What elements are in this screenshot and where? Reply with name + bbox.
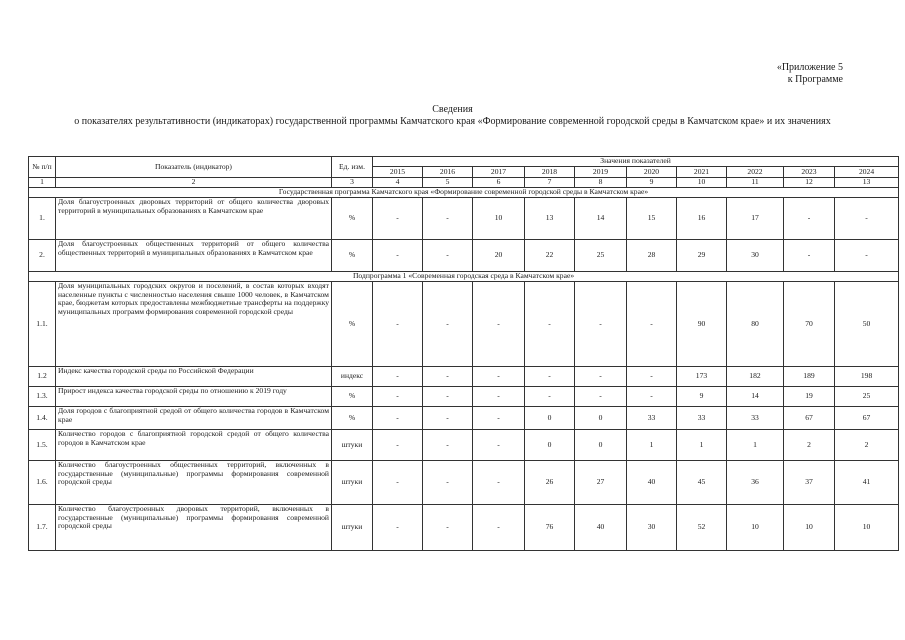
table-row (29, 407, 899, 430)
value-cell: - (525, 282, 575, 367)
appendix-line-2: к Программе (787, 74, 843, 85)
column-number: 3 (332, 178, 373, 188)
row-number: 1.4. (29, 407, 56, 430)
row-number: 1. (29, 198, 56, 240)
row-number: 1.6. (29, 461, 56, 505)
unit-cell: индекс (332, 367, 373, 387)
value-cell: 1 (627, 430, 677, 461)
value-cell: - (473, 505, 525, 551)
value-cell: - (473, 407, 525, 430)
indicator-name: Доля благоустроенных общественных территорий от общего количества общественных территорий в муниципальных образованиях в Камчатском крае (56, 240, 332, 272)
value-cell: - (373, 240, 423, 272)
section-title: Подпрограмма 1 «Современная городская среда в Камчатском крае» (29, 272, 899, 282)
header-year: 2023 (784, 167, 835, 178)
value-cell: 52 (677, 505, 727, 551)
value-cell: 80 (727, 282, 784, 367)
table-row (29, 240, 899, 272)
value-cell: 41 (835, 461, 899, 505)
header-year: 2018 (525, 167, 575, 178)
value-cell: 22 (525, 240, 575, 272)
table-row (29, 387, 899, 407)
value-cell: - (473, 430, 525, 461)
value-cell: - (423, 407, 473, 430)
value-cell: 67 (784, 407, 835, 430)
appendix-line-1: «Приложение 5 (776, 62, 843, 73)
value-cell: - (373, 407, 423, 430)
column-number: 5 (423, 178, 473, 188)
value-cell: - (373, 430, 423, 461)
value-cell: 28 (627, 240, 677, 272)
value-cell: 67 (835, 407, 899, 430)
value-cell: 2 (835, 430, 899, 461)
value-cell: 10 (835, 505, 899, 551)
value-cell: 20 (473, 240, 525, 272)
column-number: 8 (575, 178, 627, 188)
row-number: 1.2 (29, 367, 56, 387)
header-year: 2024 (835, 167, 899, 178)
value-cell: 10 (784, 505, 835, 551)
value-cell: - (423, 240, 473, 272)
unit-cell: % (332, 407, 373, 430)
value-cell: - (373, 198, 423, 240)
value-cell: 27 (575, 461, 627, 505)
value-cell: - (835, 240, 899, 272)
column-number: 9 (627, 178, 677, 188)
value-cell: 19 (784, 387, 835, 407)
section-row (29, 272, 899, 282)
value-cell: - (473, 461, 525, 505)
table-row (29, 198, 899, 240)
unit-cell: штуки (332, 505, 373, 551)
value-cell: - (575, 387, 627, 407)
value-cell: - (423, 282, 473, 367)
value-cell: 90 (677, 282, 727, 367)
value-cell: - (784, 198, 835, 240)
value-cell: 36 (727, 461, 784, 505)
row-number: 1.3. (29, 387, 56, 407)
value-cell: 17 (727, 198, 784, 240)
indicator-name: Количество благоустроенных общественных территорий, включенных в государственные (муниципальные) программы формирования современной городской среды (56, 461, 332, 505)
row-number: 1.5. (29, 430, 56, 461)
value-cell: - (473, 387, 525, 407)
value-cell: - (627, 282, 677, 367)
table-row (29, 430, 899, 461)
value-cell: - (423, 461, 473, 505)
unit-cell: % (332, 282, 373, 367)
indicator-name: Количество благоустроенных дворовых территорий, включенных в государственные (муниципальные) программы формирования современной городской среды (56, 505, 332, 551)
value-cell: - (627, 367, 677, 387)
indicator-name: Доля муниципальных городских округов и поселений, в состав которых входят населенные пункты с численностью населения свыше 1000 человек, в Камчатском крае, бюджетам которых предоставлены межбюджетные трансферты на поддержку муниципальных программ формирования современной городской среды (56, 282, 332, 367)
value-cell: - (423, 430, 473, 461)
value-cell: 45 (677, 461, 727, 505)
unit-cell: штуки (332, 461, 373, 505)
value-cell: 0 (525, 407, 575, 430)
document-title (40, 104, 865, 127)
value-cell: 30 (727, 240, 784, 272)
value-cell: 1 (727, 430, 784, 461)
value-cell: 2 (784, 430, 835, 461)
header-year: 2021 (677, 167, 727, 178)
value-cell: 26 (525, 461, 575, 505)
value-cell: 40 (627, 461, 677, 505)
value-cell: 70 (784, 282, 835, 367)
column-numbers-row (29, 178, 899, 188)
value-cell: 0 (575, 407, 627, 430)
value-cell: 25 (575, 240, 627, 272)
header-year: 2019 (575, 167, 627, 178)
column-number: 10 (677, 178, 727, 188)
value-cell: 10 (473, 198, 525, 240)
column-number: 7 (525, 178, 575, 188)
value-cell: 50 (835, 282, 899, 367)
value-cell: 33 (677, 407, 727, 430)
table-row (29, 461, 899, 505)
value-cell: 13 (525, 198, 575, 240)
row-number: 2. (29, 240, 56, 272)
value-cell: 0 (525, 430, 575, 461)
header-year: 2020 (627, 167, 677, 178)
value-cell: 37 (784, 461, 835, 505)
column-number: 13 (835, 178, 899, 188)
title-line-2: о показателях результативности (индикаторах) государственной программы Камчатского края «Формирование современной городской среды в Камчатском крае» и их значениях (74, 115, 831, 127)
indicator-name: Доля городов с благоприятной средой от общего количества городов в Камчатском крае (56, 407, 332, 430)
header-num: № п/п (29, 157, 56, 178)
value-cell: 198 (835, 367, 899, 387)
unit-cell: % (332, 240, 373, 272)
value-cell: - (473, 282, 525, 367)
unit-cell: % (332, 198, 373, 240)
value-cell: 14 (575, 198, 627, 240)
value-cell: 33 (727, 407, 784, 430)
section-row (29, 188, 899, 198)
value-cell: 189 (784, 367, 835, 387)
value-cell: - (835, 198, 899, 240)
value-cell: - (423, 387, 473, 407)
table-row (29, 367, 899, 387)
column-number: 12 (784, 178, 835, 188)
value-cell: - (575, 367, 627, 387)
value-cell: 173 (677, 367, 727, 387)
value-cell: 76 (525, 505, 575, 551)
value-cell: - (373, 367, 423, 387)
value-cell: 15 (627, 198, 677, 240)
value-cell: - (373, 505, 423, 551)
column-number: 2 (56, 178, 332, 188)
value-cell: - (423, 198, 473, 240)
appendix-caption (777, 62, 843, 86)
value-cell: 25 (835, 387, 899, 407)
column-number: 6 (473, 178, 525, 188)
header-unit: Ед. изм. (332, 157, 373, 178)
value-cell: - (784, 240, 835, 272)
indicator-name: Индекс качества городской среды по Российской Федерации (56, 367, 332, 387)
value-cell: - (627, 387, 677, 407)
section-title: Государственная программа Камчатского края «Формирование современной городской среды в Камчатском крае» (29, 188, 899, 198)
value-cell: 40 (575, 505, 627, 551)
header-year: 2022 (727, 167, 784, 178)
indicator-name: Прирост индекса качества городской среды по отношению к 2019 году (56, 387, 332, 407)
indicator-name: Доля благоустроенных дворовых территорий от общего количества дворовых территорий в муниципальных образованиях в Камчатском крае (56, 198, 332, 240)
title-line-1: Сведения (432, 104, 473, 115)
value-cell: 33 (627, 407, 677, 430)
row-number: 1.7. (29, 505, 56, 551)
unit-cell: % (332, 387, 373, 407)
table-body (29, 188, 899, 551)
value-cell: - (473, 367, 525, 387)
header-values-group: Значения показателей (373, 157, 899, 167)
value-cell: 182 (727, 367, 784, 387)
value-cell: 9 (677, 387, 727, 407)
value-cell: 10 (727, 505, 784, 551)
value-cell: 16 (677, 198, 727, 240)
header-year: 2016 (423, 167, 473, 178)
value-cell: - (373, 282, 423, 367)
value-cell: - (373, 387, 423, 407)
unit-cell: штуки (332, 430, 373, 461)
column-number: 11 (727, 178, 784, 188)
value-cell: - (525, 367, 575, 387)
column-number: 4 (373, 178, 423, 188)
header-year: 2017 (473, 167, 525, 178)
header-year: 2015 (373, 167, 423, 178)
value-cell: - (423, 505, 473, 551)
value-cell: 30 (627, 505, 677, 551)
value-cell: - (525, 387, 575, 407)
value-cell: - (575, 282, 627, 367)
table-row (29, 505, 899, 551)
column-number: 1 (29, 178, 56, 188)
value-cell: 14 (727, 387, 784, 407)
header-indicator: Показатель (индикатор) (56, 157, 332, 178)
indicator-name: Количество городов с благоприятной городской средой от общего количества городов в Камчатском крае (56, 430, 332, 461)
value-cell: 0 (575, 430, 627, 461)
row-number: 1.1. (29, 282, 56, 367)
table-row (29, 282, 899, 367)
value-cell: 29 (677, 240, 727, 272)
indicators-table (28, 156, 899, 551)
value-cell: - (373, 461, 423, 505)
value-cell: 1 (677, 430, 727, 461)
value-cell: - (423, 367, 473, 387)
